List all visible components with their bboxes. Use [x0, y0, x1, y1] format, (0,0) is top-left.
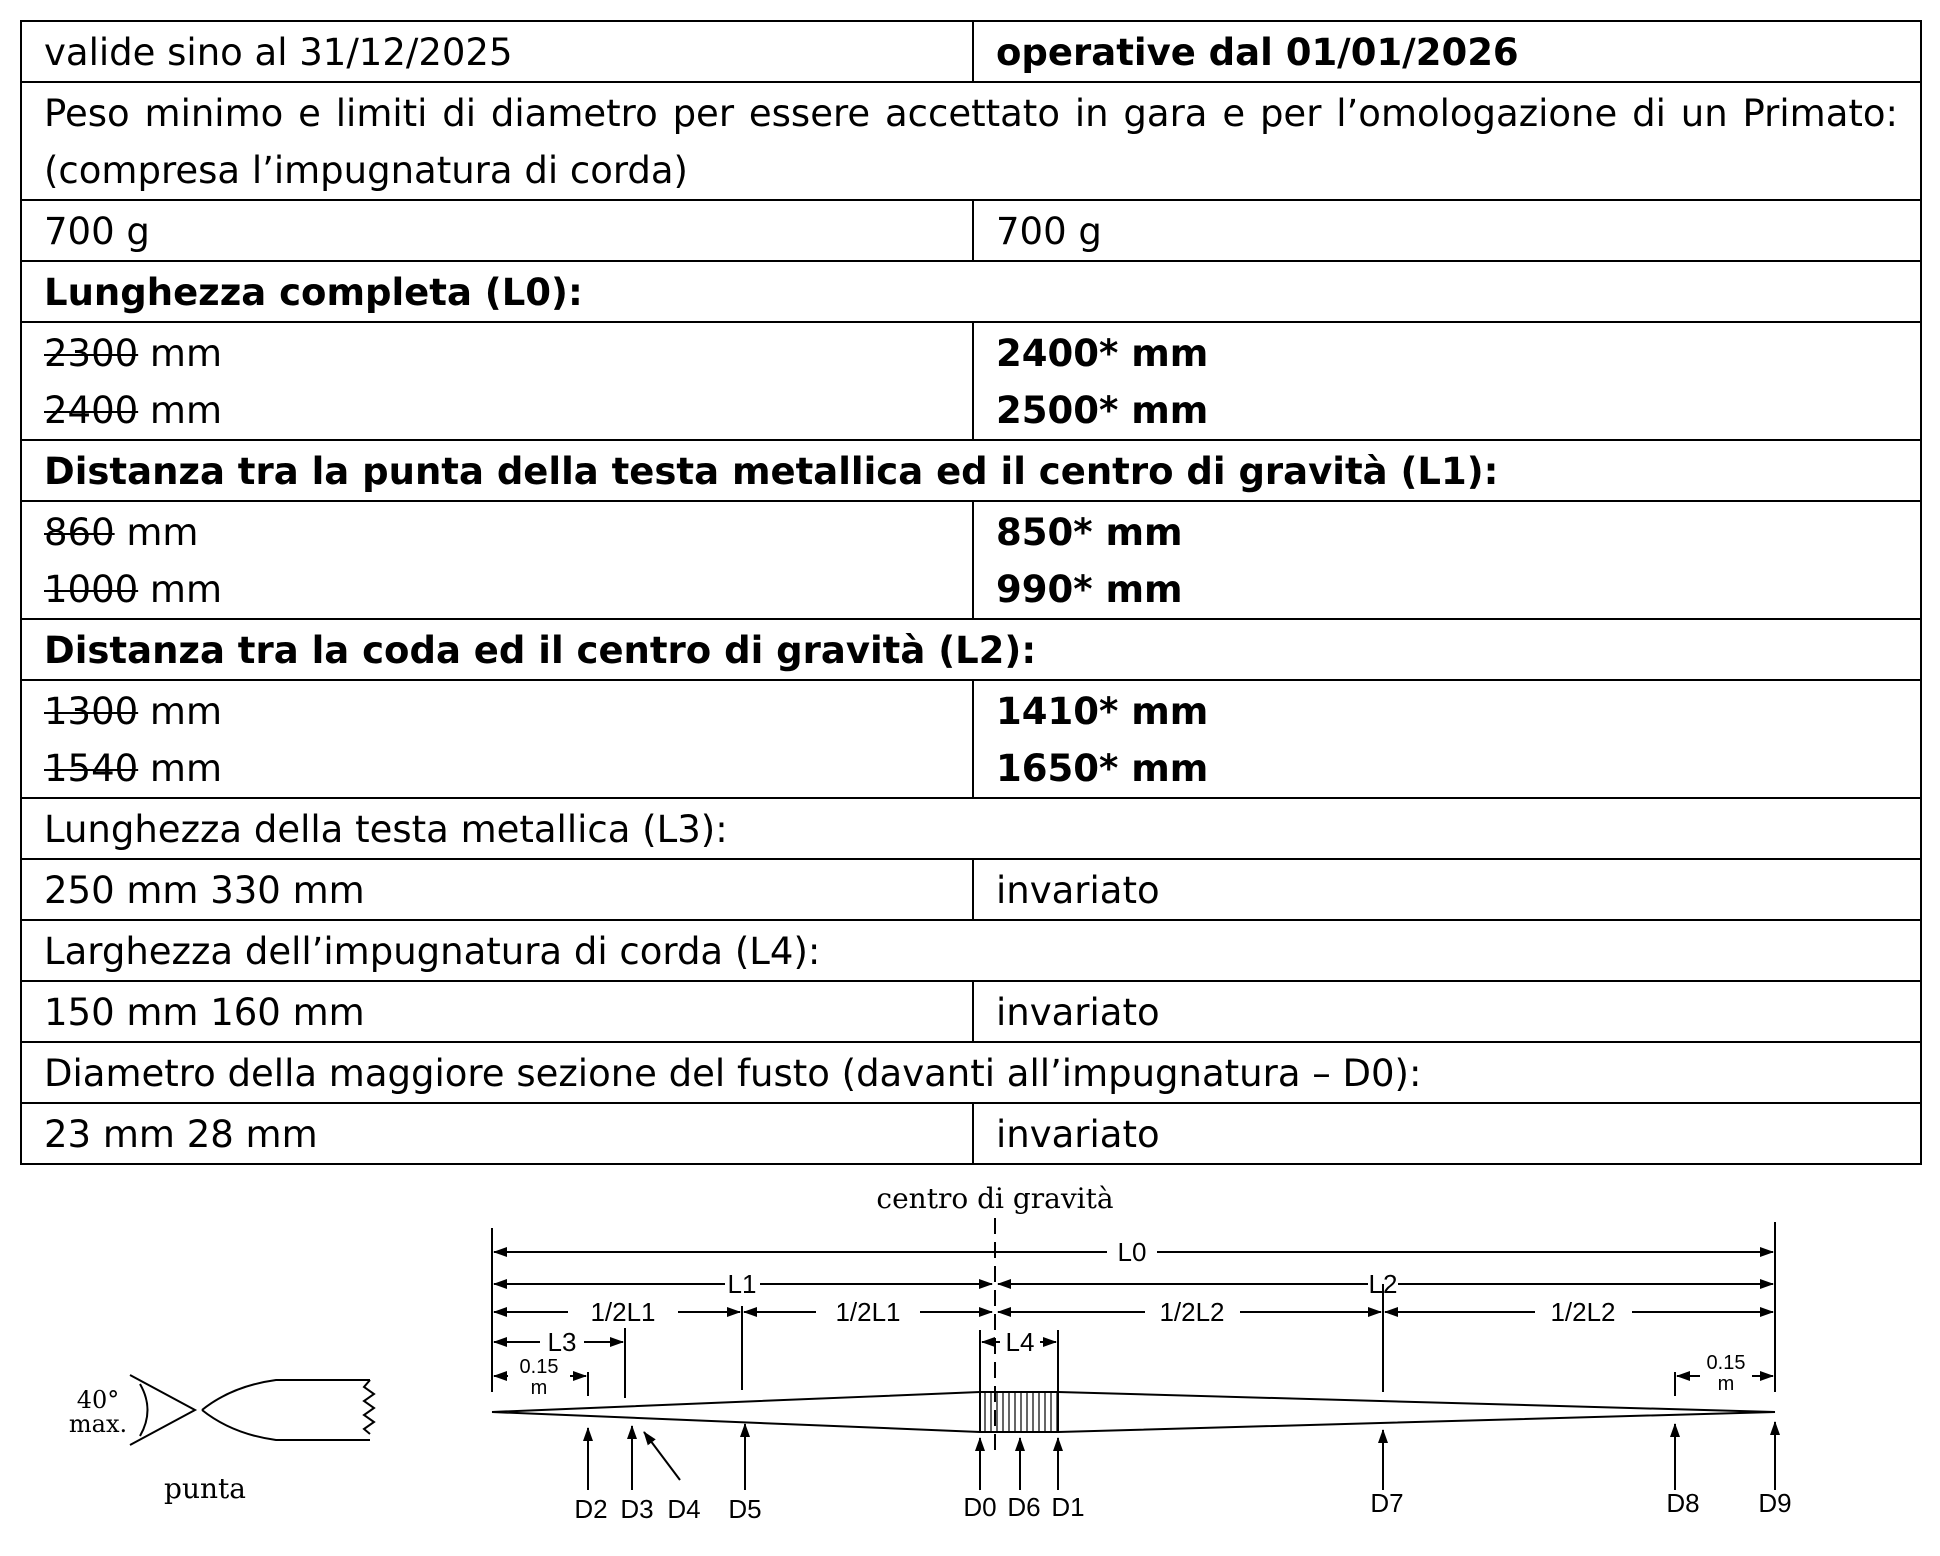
unit-text: mm	[138, 389, 223, 432]
l4-new-cell: invariato	[973, 981, 1921, 1042]
dim-label-offset-value: 0.15	[1706, 1352, 1746, 1374]
point-label-d8: D8	[1666, 1488, 1700, 1518]
l1-new-cell	[973, 501, 1921, 619]
l2-old-line	[44, 683, 950, 740]
point-arrows	[588, 1422, 1775, 1490]
d0-title: Diametro della maggiore sezione del fusto (davanti all’impugnatura – D0):	[21, 1042, 1921, 1103]
l2-old-cell	[21, 680, 973, 798]
l0-old-line	[44, 325, 950, 382]
center-of-gravity-label: centro di gravità	[876, 1182, 1114, 1215]
l2-title: Distanza tra la coda ed il centro di gravità (L2):	[21, 619, 1921, 680]
weight-row	[21, 200, 1921, 261]
struck-value: 2300	[44, 332, 139, 375]
dim-label-offset-value: 0.15	[519, 1356, 559, 1378]
struck-value: 1000	[44, 568, 139, 611]
l0-values-row	[21, 322, 1921, 440]
l0-title: Lunghezza completa (L0):	[21, 261, 1921, 322]
header-old-cell: valide sino al 31/12/2025	[21, 21, 973, 82]
l1-old-line	[44, 561, 950, 618]
l2-new-value: 1650* mm	[996, 747, 1209, 790]
javelin-body	[492, 1392, 1775, 1432]
d0-old-cell: 23 mm 28 mm	[21, 1103, 973, 1164]
intro-row	[21, 82, 1921, 200]
point-label-d2: D2	[574, 1494, 608, 1524]
l2-new-cell	[973, 680, 1921, 798]
point-label-d7: D7	[1370, 1488, 1404, 1518]
point-label-d4: D4	[667, 1494, 701, 1524]
unit-text: mm	[138, 332, 223, 375]
d0-values-row	[21, 1103, 1921, 1164]
l3-title-row	[21, 798, 1921, 859]
l4-title: Larghezza dell’impugnatura di corda (L4):	[21, 920, 1921, 981]
l1-new-value: 850* mm	[996, 511, 1183, 554]
l2-title-row	[21, 619, 1921, 680]
unit-text: mm	[114, 511, 199, 554]
point-label-d6: D6	[1007, 1492, 1041, 1522]
l0-old-line	[44, 382, 950, 439]
l0-new-value: 2500* mm	[996, 389, 1209, 432]
l2-old-line	[44, 740, 950, 797]
weight-new-cell: 700 g	[973, 200, 1921, 261]
l0-new-cell	[973, 322, 1921, 440]
tip-detail	[130, 1375, 374, 1445]
dim-label-l4: L4	[1005, 1327, 1035, 1357]
point-label-d0: D0	[963, 1492, 997, 1522]
l4-title-row	[21, 920, 1921, 981]
l2-new-value: 1410* mm	[996, 690, 1209, 733]
l1-values-row	[21, 501, 1921, 619]
dim-label-half-l1: 1/2L1	[835, 1297, 901, 1327]
javelin-diagram	[0, 1160, 1940, 1556]
point-label-d9: D9	[1758, 1488, 1792, 1518]
dim-label-half-l2: 1/2L2	[1550, 1297, 1616, 1327]
d0-title-row	[21, 1042, 1921, 1103]
l1-old-line	[44, 504, 950, 561]
cord-grip	[980, 1392, 1058, 1432]
l0-new-value: 2400* mm	[996, 332, 1209, 375]
dim-label-l0: L0	[1117, 1237, 1147, 1267]
l4-old-cell: 150 mm 160 mm	[21, 981, 973, 1042]
tip-angle-value: 40°	[76, 1386, 120, 1414]
struck-value: 1540	[44, 747, 139, 790]
struck-value: 1300	[44, 690, 139, 733]
l1-title-row	[21, 440, 1921, 501]
l1-new-value: 990* mm	[996, 568, 1183, 611]
weight-old-cell: 700 g	[21, 200, 973, 261]
l2-values-row	[21, 680, 1921, 798]
table-header-row	[21, 21, 1921, 82]
struck-value: 860	[44, 511, 115, 554]
tip-label: punta	[164, 1472, 246, 1505]
l3-old-cell: 250 mm 330 mm	[21, 859, 973, 920]
tip-angle-max: max.	[68, 1410, 128, 1438]
l3-new-cell: invariato	[973, 859, 1921, 920]
dim-label-offset-unit: m	[530, 1377, 548, 1399]
header-new-cell: operative dal 01/01/2026	[973, 21, 1921, 82]
l1-old-cell	[21, 501, 973, 619]
point-label-d5: D5	[728, 1494, 762, 1524]
l0-old-cell	[21, 322, 973, 440]
dim-label-half-l2: 1/2L2	[1159, 1297, 1225, 1327]
dim-label-l1: L1	[727, 1269, 757, 1299]
dim-label-half-l1: 1/2L1	[590, 1297, 656, 1327]
point-label-d1: D1	[1051, 1492, 1085, 1522]
struck-value: 2400	[44, 389, 139, 432]
l3-title: Lunghezza della testa metallica (L3):	[21, 798, 1921, 859]
point-label-d3: D3	[620, 1494, 654, 1524]
dim-label-offset-unit: m	[1717, 1373, 1735, 1395]
dim-label-l3: L3	[547, 1327, 577, 1357]
l3-values-row	[21, 859, 1921, 920]
l1-title: Distanza tra la punta della testa metallica ed il centro di gravità (L1):	[21, 440, 1921, 501]
l0-title-row	[21, 261, 1921, 322]
unit-text: mm	[138, 568, 223, 611]
unit-text: mm	[138, 747, 223, 790]
specs-table	[20, 20, 1922, 1165]
dim-label-l2: L2	[1368, 1269, 1398, 1299]
l4-values-row	[21, 981, 1921, 1042]
unit-text: mm	[138, 690, 223, 733]
intro-text: Peso minimo e limiti di diametro per essere accettato in gara e per l’omologazione di un Primato: (compresa l’impugnatura di corda)	[21, 82, 1921, 200]
d0-new-cell: invariato	[973, 1103, 1921, 1164]
